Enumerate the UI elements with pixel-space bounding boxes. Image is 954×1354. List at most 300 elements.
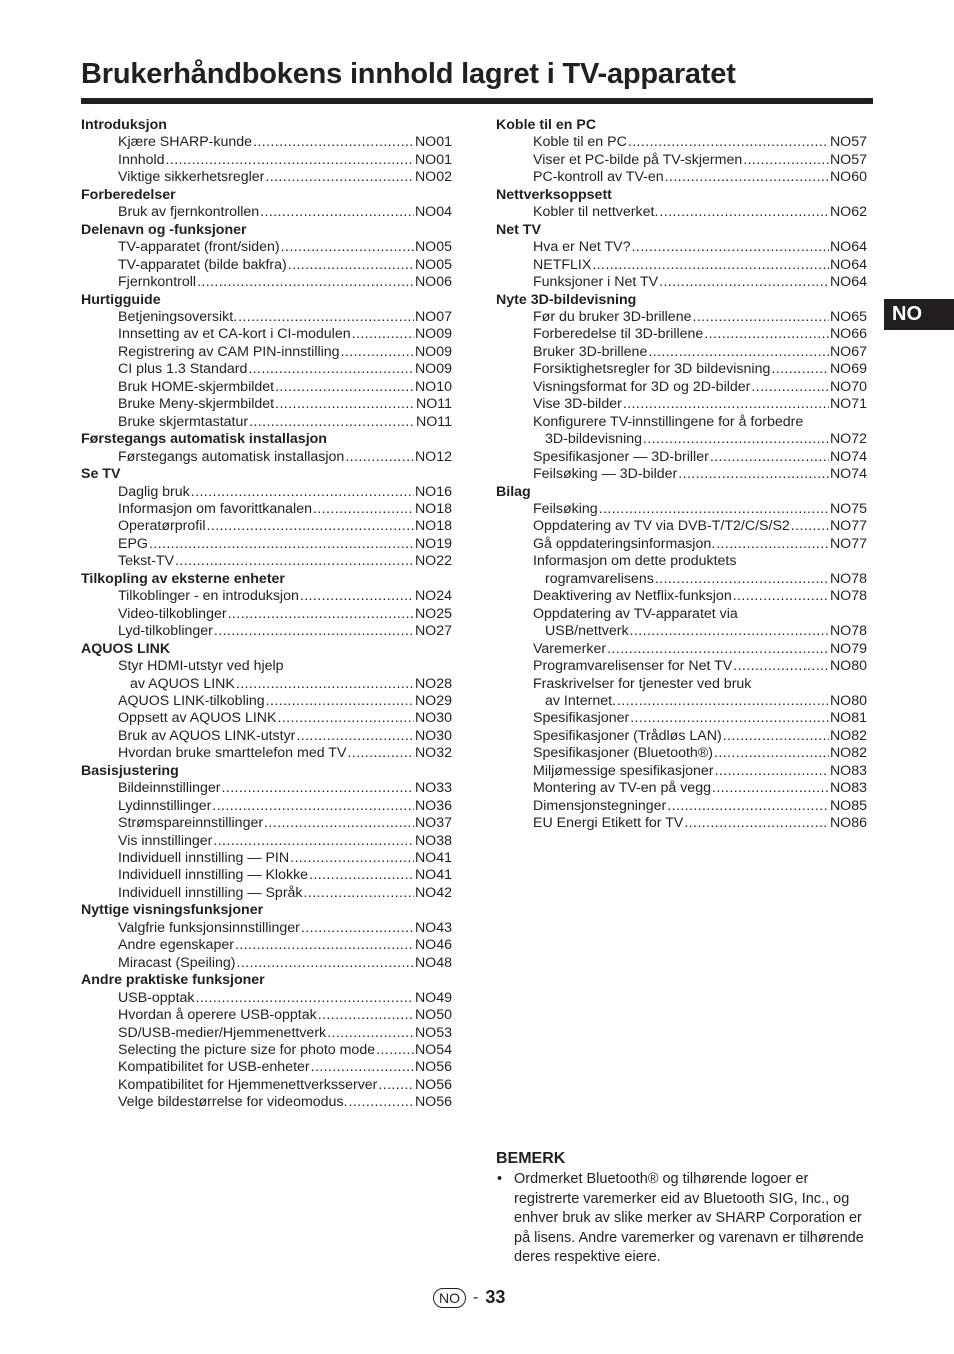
toc-entry-label: Daglig bruk [118, 483, 190, 500]
note-item [496, 1170, 871, 1268]
toc-entry[interactable] [81, 728, 452, 745]
toc-entry-label: Bildeinnstillinger [118, 780, 221, 797]
toc-entry[interactable] [496, 571, 867, 588]
toc-entry-page: NO78 [829, 570, 867, 587]
toc-section-heading: Tilkopling av eksterne enheter [81, 570, 285, 587]
toc-entry[interactable] [496, 396, 867, 413]
toc-entry-page: NO09 [414, 343, 452, 360]
toc-leader-dots [692, 309, 828, 326]
toc-entry[interactable] [81, 379, 452, 396]
toc-entry-label: Miracast (Speiling) [118, 954, 236, 971]
toc-entry[interactable] [81, 536, 452, 553]
toc-entry[interactable] [496, 169, 867, 186]
toc-section-heading: Introduksjon [81, 117, 167, 133]
toc-entry-page: NO37 [414, 815, 452, 832]
toc-entry[interactable] [81, 484, 452, 501]
toc-leader-dots [235, 937, 414, 954]
toc-entry-page: NO64 [829, 274, 867, 291]
toc-entry-label: rogramvarelisens [545, 570, 654, 587]
toc-entry-page: NO77 [829, 518, 867, 535]
toc-entry-page: NO64 [829, 256, 867, 273]
toc-entry[interactable] [81, 850, 452, 867]
toc-entry-label: Strømspareinnstillinger [118, 815, 264, 832]
toc-entry-page: NO11 [415, 413, 452, 430]
toc-leader-dots [288, 257, 414, 274]
toc-leader-dots [348, 1094, 413, 1111]
toc-leader-dots [704, 326, 829, 343]
toc-leader-dots [313, 501, 414, 518]
note-title: BEMERK [496, 1150, 566, 1167]
toc-entry-page: NO85 [829, 797, 867, 814]
toc-entry[interactable] [496, 326, 867, 343]
toc-entry-label: USB-opptak [118, 989, 195, 1006]
toc-entry-label: Feilsøking [533, 500, 598, 517]
toc-leader-dots [771, 361, 829, 378]
toc-leader-dots [712, 780, 829, 797]
toc-entry-page: NO50 [414, 1007, 452, 1024]
toc-entry-page: NO27 [414, 623, 452, 640]
toc-entry-page: NO30 [414, 710, 452, 727]
toc-entry[interactable] [81, 414, 452, 431]
toc-entry[interactable] [81, 676, 452, 693]
toc-entry[interactable] [496, 518, 867, 535]
toc-entry[interactable] [81, 449, 452, 466]
toc-leader-dots [630, 623, 829, 640]
toc-entry-label: Montering av TV-en på vegg [533, 780, 711, 797]
toc-entry-page: NO82 [829, 745, 867, 762]
toc-section-heading: Andre praktiske funksjoner [81, 972, 265, 989]
toc-entry[interactable] [496, 588, 867, 605]
toc-leader-dots [236, 955, 413, 972]
toc-leader-dots [214, 623, 414, 640]
toc-leader-dots [275, 396, 415, 413]
toc-entry[interactable] [496, 466, 867, 483]
toc-leader-dots [733, 588, 829, 605]
toc-entry-page: NO33 [414, 780, 452, 797]
toc-entry-label: Hva er Net TV? [533, 239, 631, 256]
toc-entry-label: Førstegangs automatisk installasjon [118, 448, 345, 465]
toc-entry[interactable] [496, 361, 867, 378]
toc-section-heading: Forberedelser [81, 186, 176, 203]
toc-entry[interactable] [81, 623, 452, 640]
toc-entry-page: NO04 [414, 204, 452, 221]
toc-entry[interactable] [496, 274, 867, 291]
toc-entry[interactable] [496, 623, 867, 640]
toc-section-heading: Koble til en PC [496, 117, 597, 133]
toc-entry-label: EPG [118, 535, 148, 552]
language-badge: NO [433, 1288, 466, 1308]
toc-entry-page: NO41 [414, 867, 452, 884]
toc-entry-label: Spesifikasjoner (Bluetooth®) [533, 745, 714, 762]
toc-entry-page: NO32 [414, 745, 452, 762]
toc-leader-dots [264, 815, 414, 832]
toc-entry[interactable] [81, 745, 452, 762]
toc-leader-dots [296, 728, 414, 745]
toc-entry-label: Individuell innstilling — PIN [118, 850, 290, 867]
toc-leader-dots [378, 1077, 414, 1094]
toc-entry-label: Spesifikasjoner — 3D-briller [533, 448, 709, 465]
toc-entry-text[interactable]: Informasjon om dette produktets [533, 553, 737, 570]
toc-entry-page: NO71 [829, 396, 867, 413]
toc-entry[interactable] [81, 885, 452, 902]
toc-entry-page: NO07 [414, 308, 452, 325]
toc-entry[interactable] [81, 169, 452, 186]
toc-entry-label: Koble til en PC [533, 134, 627, 151]
toc-leader-dots [248, 361, 414, 378]
toc-entry[interactable] [81, 152, 452, 169]
toc-entry-page: NO01 [414, 134, 452, 151]
toc-entry-label: USB/nettverk [545, 623, 629, 640]
toc-section-heading: Nettverksoppsett [496, 186, 612, 203]
toc-entry-label: av Internet. [545, 692, 616, 709]
toc-entry[interactable] [496, 798, 867, 815]
toc-leader-dots [253, 134, 414, 151]
toc-leader-dots [265, 169, 414, 186]
toc-entry[interactable] [81, 309, 452, 326]
toc-entry[interactable] [496, 152, 867, 169]
toc-leader-dots [607, 641, 829, 658]
toc-entry-page: NO05 [414, 256, 452, 273]
toc-entry-page: NO12 [414, 448, 452, 465]
toc-entry-page: NO02 [414, 169, 452, 186]
toc-entry[interactable] [496, 431, 867, 448]
toc-leader-dots [213, 833, 414, 850]
toc-entry[interactable] [81, 798, 452, 815]
toc-entry[interactable] [496, 710, 867, 727]
toc-entry-page: NO01 [414, 151, 452, 168]
toc-leader-dots [304, 885, 414, 902]
toc-entry-page: NO67 [829, 343, 867, 360]
toc-entry-label: Innhold [118, 151, 165, 168]
toc-section-heading: Bilag [496, 483, 531, 500]
toc-entry-label: Forsiktighetsregler for 3D bildevisning [533, 361, 771, 378]
toc-right-column [496, 117, 867, 833]
toc-entry-label: Bruk av AQUOS LINK-utstyr [118, 727, 296, 744]
toc-entry[interactable] [81, 815, 452, 832]
toc-entry-label: Hvordan å operere USB-opptak [118, 1007, 317, 1024]
toc-entry-page: NO09 [414, 361, 452, 378]
toc-entry-text[interactable]: Fraskrivelser for tjenester ved bruk [533, 675, 752, 692]
toc-entry-label: Før du bruker 3D-brillene [533, 308, 692, 325]
toc-entry[interactable] [496, 134, 867, 151]
toc-leader-dots [659, 274, 829, 291]
toc-entry-page: NO81 [829, 710, 867, 727]
toc-entry-label: EU Energi Etikett for TV [533, 815, 684, 832]
toc-leader-dots [667, 798, 829, 815]
toc-entry-label: Velge bildestørrelse for videomodus. [118, 1094, 348, 1111]
toc-leader-dots [630, 710, 829, 727]
toc-leader-dots [275, 379, 414, 396]
toc-leader-dots [212, 798, 414, 815]
toc-entry-page: NO57 [829, 151, 867, 168]
toc-entry-page: NO54 [414, 1042, 452, 1059]
toc-leader-dots [191, 484, 414, 501]
toc-entry-label: AQUOS LINK-tilkobling [118, 692, 265, 709]
toc-leader-dots [281, 239, 414, 256]
toc-entry-page: NO19 [414, 535, 452, 552]
toc-entry[interactable] [81, 920, 452, 937]
toc-entry[interactable] [81, 239, 452, 256]
toc-leader-dots [327, 1025, 414, 1042]
toc-entry[interactable] [81, 553, 452, 570]
toc-section-heading: Basisjustering [81, 762, 179, 779]
toc-entry-label: Vis innstillinger [118, 832, 213, 849]
toc-entry[interactable] [496, 449, 867, 466]
toc-entry-page: NO66 [829, 326, 867, 343]
toc-entry-label: Deaktivering av Netflix-funksjon [533, 588, 732, 605]
toc-leader-dots [228, 606, 414, 623]
toc-leader-dots [648, 344, 829, 361]
toc-entry-label: Vise 3D-bilder [533, 396, 622, 413]
toc-entry-page: NO74 [829, 466, 867, 483]
toc-leader-dots [352, 326, 414, 343]
toc-entry[interactable] [81, 1042, 452, 1059]
toc-entry[interactable] [81, 134, 452, 151]
toc-entry[interactable] [81, 501, 452, 518]
toc-entry-label: TV-apparatet (front/siden) [118, 239, 280, 256]
toc-leader-dots [617, 693, 829, 710]
page-number [433, 1287, 505, 1308]
toc-leader-dots [175, 553, 414, 570]
toc-entry-label: Tekst-TV [118, 553, 174, 570]
toc-leader-dots [665, 169, 829, 186]
toc-entry[interactable] [81, 1007, 452, 1024]
toc-entry-text[interactable]: Styr HDMI-utstyr ved hjelp [118, 658, 284, 675]
toc-entry-page: NO78 [829, 588, 867, 605]
toc-leader-dots [684, 815, 829, 832]
toc-entry[interactable] [81, 1025, 452, 1042]
toc-entry[interactable] [496, 239, 867, 256]
toc-entry-page: NO74 [829, 448, 867, 465]
toc-entry-page: NO78 [829, 623, 867, 640]
toc-entry-label: Gå oppdateringsinformasjon. [533, 535, 716, 552]
toc-entry-label: Viktige sikkerhetsregler [118, 169, 265, 186]
toc-entry-label: Visningsformat for 3D og 2D-bilder [533, 378, 751, 395]
toc-leader-dots [678, 466, 829, 483]
toc-entry-page: NO22 [414, 553, 452, 570]
toc-entry-page: NO06 [414, 274, 452, 291]
toc-entry[interactable] [81, 1094, 452, 1111]
toc-entry-label: Programvarelisenser for Net TV [533, 658, 733, 675]
toc-left-column [81, 117, 452, 1112]
toc-entry-label: Miljømessige spesifikasjoner [533, 762, 714, 779]
toc-entry[interactable] [496, 344, 867, 361]
toc-leader-dots [632, 239, 829, 256]
toc-entry-label: Oppsett av AQUOS LINK [118, 710, 277, 727]
toc-entry-page: NO56 [414, 1076, 452, 1093]
toc-entry-page: NO43 [414, 919, 452, 936]
toc-entry-label: Individuell innstilling — Språk [118, 884, 303, 901]
bullet-icon: • [497, 1171, 503, 1187]
toc-entry-label: Innsetting av et CA-kort i CI-modulen [118, 326, 351, 343]
toc-entry[interactable] [496, 536, 867, 553]
toc-entry-label: 3D-bildevisning [545, 431, 642, 448]
toc-entry[interactable] [496, 641, 867, 658]
toc-entry[interactable] [496, 763, 867, 780]
toc-entry-text[interactable]: Oppdatering av TV-apparatet via [533, 605, 738, 622]
toc-entry[interactable] [496, 204, 867, 221]
toc-entry-page: NO77 [829, 535, 867, 552]
toc-entry-page: NO41 [414, 850, 452, 867]
toc-entry-page: NO49 [414, 989, 452, 1006]
toc-entry-page: NO48 [414, 954, 452, 971]
toc-entry[interactable] [81, 693, 452, 710]
toc-entry-page: NO80 [829, 692, 867, 709]
toc-entry-label: Feilsøking — 3D-bilder [533, 466, 678, 483]
toc-leader-dots [236, 676, 414, 693]
toc-entry-page: NO10 [414, 378, 452, 395]
toc-entry-label: Informasjon om favorittkanalen [118, 500, 312, 517]
toc-entry[interactable] [81, 396, 452, 413]
toc-leader-dots [309, 867, 414, 884]
toc-leader-dots [341, 344, 414, 361]
toc-entry-page: NO83 [829, 780, 867, 797]
toc-entry-page: NO38 [414, 832, 452, 849]
toc-entry[interactable] [81, 326, 452, 343]
toc-leader-dots [659, 204, 829, 221]
toc-entry-label: Tilkoblinger - en introduksjon [118, 588, 299, 605]
toc-entry-label: CI plus 1.3 Standard [118, 361, 248, 378]
toc-entry[interactable] [81, 274, 452, 291]
toc-entry-page: NO42 [414, 884, 452, 901]
toc-entry-page: NO36 [414, 797, 452, 814]
toc-entry-label: Funksjoner i Net TV [533, 274, 659, 291]
toc-entry-label: Spesifikasjoner [533, 710, 630, 727]
toc-entry-label: Kompatibilitet for USB-enheter [118, 1059, 310, 1076]
toc-entry-label: Kobler til nettverket. [533, 204, 659, 221]
toc-section-heading: AQUOS LINK [81, 640, 171, 657]
toc-entry[interactable] [496, 815, 867, 832]
toc-entry-label: Operatørprofil [118, 518, 206, 535]
toc-leader-dots [166, 152, 414, 169]
toc-entry-label: Individuell innstilling — Klokke [118, 867, 309, 884]
toc-entry-page: NO29 [414, 692, 452, 709]
toc-entry-label: Registrering av CAM PIN-innstilling [118, 343, 340, 360]
toc-entry-page: NO09 [414, 326, 452, 343]
toc-entry[interactable] [81, 606, 452, 623]
toc-entry-page: NO46 [414, 937, 452, 954]
toc-entry-label: Varemerker [533, 640, 607, 657]
toc-entry-label: Spesifikasjoner (Trådløs LAN) [533, 727, 722, 744]
toc-entry[interactable] [496, 728, 867, 745]
toc-entry-label: Kompatibilitet for Hjemmenettverksserver [118, 1076, 378, 1093]
toc-section-heading: Nyttige visningsfunksjoner [81, 902, 264, 919]
toc-entry[interactable] [496, 257, 867, 274]
toc-entry-label: Bruk HOME-skjermbildet [118, 378, 275, 395]
toc-entry[interactable] [81, 361, 452, 378]
toc-entry-page: NO83 [829, 762, 867, 779]
toc-entry-page: NO82 [829, 727, 867, 744]
toc-entry[interactable] [81, 257, 452, 274]
title-rule [81, 98, 873, 104]
toc-entry[interactable] [81, 937, 452, 954]
toc-entry[interactable] [81, 867, 452, 884]
toc-entry-page: NO18 [414, 518, 452, 535]
toc-leader-dots [655, 571, 829, 588]
toc-leader-dots [300, 588, 414, 605]
language-tab: NO [884, 299, 954, 330]
toc-entry-page: NO30 [414, 727, 452, 744]
page-title: Brukerhåndbokens innhold lagret i TV-apparatet [81, 58, 736, 90]
toc-leader-dots [222, 780, 414, 797]
toc-leader-dots [716, 536, 829, 553]
toc-entry-label: av AQUOS LINK [130, 675, 235, 692]
toc-leader-dots [628, 134, 829, 151]
toc-entry-text[interactable]: Konfigurere TV-innstillingene for å forbedre [533, 413, 804, 430]
toc-entry-label: Bruk av fjernkontrollen [118, 204, 260, 221]
toc-leader-dots [376, 1042, 414, 1059]
toc-entry[interactable] [81, 955, 452, 972]
toc-entry-label: Kjære SHARP-kunde [118, 134, 253, 151]
toc-entry[interactable] [496, 693, 867, 710]
toc-leader-dots [723, 728, 829, 745]
toc-leader-dots [715, 763, 829, 780]
toc-entry-page: NO65 [829, 308, 867, 325]
toc-entry-label: NETFLIX [533, 256, 592, 273]
toc-entry-label: Oppdatering av TV via DVB-T/T2/C/S/S2 [533, 518, 790, 535]
toc-entry-label: Video-tilkoblinger [118, 605, 227, 622]
toc-entry-page: NO60 [829, 169, 867, 186]
toc-entry-label: TV-apparatet (bilde bakfra) [118, 256, 287, 273]
note-box [496, 1150, 871, 1268]
toc-section-heading: Førstegangs automatisk installasjon [81, 431, 327, 448]
toc-entry-label: SD/USB-medier/Hjemmenettverk [118, 1024, 327, 1041]
toc-leader-dots [592, 257, 829, 274]
toc-entry-label: Dimensjonstegninger [533, 797, 667, 814]
toc-entry-page: NO18 [414, 500, 452, 517]
toc-entry[interactable] [81, 518, 452, 535]
toc-entry[interactable] [81, 344, 452, 361]
toc-entry[interactable] [81, 1077, 452, 1094]
note-item-text: Ordmerket Bluetooth® og tilhørende logoer er registrerte varemerker eid av Bluetooth SIG, Inc., og enhver bruk av slike merker av SHARP Corporation er på lisens. Andre varemerker og varenavn er tilhørende deres respektive eiere. [514, 1171, 864, 1266]
toc-entry[interactable] [81, 780, 452, 797]
toc-entry[interactable] [81, 990, 452, 1007]
toc-entry-page: NO75 [829, 500, 867, 517]
toc-leader-dots [643, 431, 829, 448]
toc-entry[interactable] [81, 588, 452, 605]
toc-entry-label: Lydinnstillinger [118, 797, 212, 814]
toc-entry[interactable] [496, 501, 867, 518]
toc-entry-label: Bruke skjermtastatur [118, 413, 249, 430]
toc-entry[interactable] [496, 745, 867, 762]
toc-entry[interactable] [81, 1059, 452, 1076]
toc-leader-dots [710, 449, 829, 466]
toc-leader-dots [260, 204, 414, 221]
toc-entry-page: NO11 [415, 396, 452, 413]
toc-entry-page: NO79 [829, 640, 867, 657]
toc-leader-dots [149, 536, 414, 553]
toc-entry-page: NO53 [414, 1024, 452, 1041]
toc-leader-dots [290, 850, 414, 867]
toc-leader-dots [714, 745, 829, 762]
toc-leader-dots [791, 518, 829, 535]
toc-leader-dots [278, 710, 414, 727]
toc-entry[interactable] [496, 780, 867, 797]
toc-leader-dots [318, 1007, 414, 1024]
toc-entry[interactable] [496, 309, 867, 326]
toc-leader-dots [599, 501, 829, 518]
toc-entry[interactable] [81, 710, 452, 727]
toc-entry-page: NO70 [829, 378, 867, 395]
toc-entry[interactable] [496, 379, 867, 396]
toc-entry[interactable] [81, 204, 452, 221]
toc-entry-page: NO16 [414, 483, 452, 500]
toc-entry-label: Bruker 3D-brillene [533, 343, 648, 360]
toc-leader-dots [623, 396, 829, 413]
toc-entry[interactable] [496, 658, 867, 675]
note-list [496, 1170, 871, 1268]
toc-entry[interactable] [81, 833, 452, 850]
